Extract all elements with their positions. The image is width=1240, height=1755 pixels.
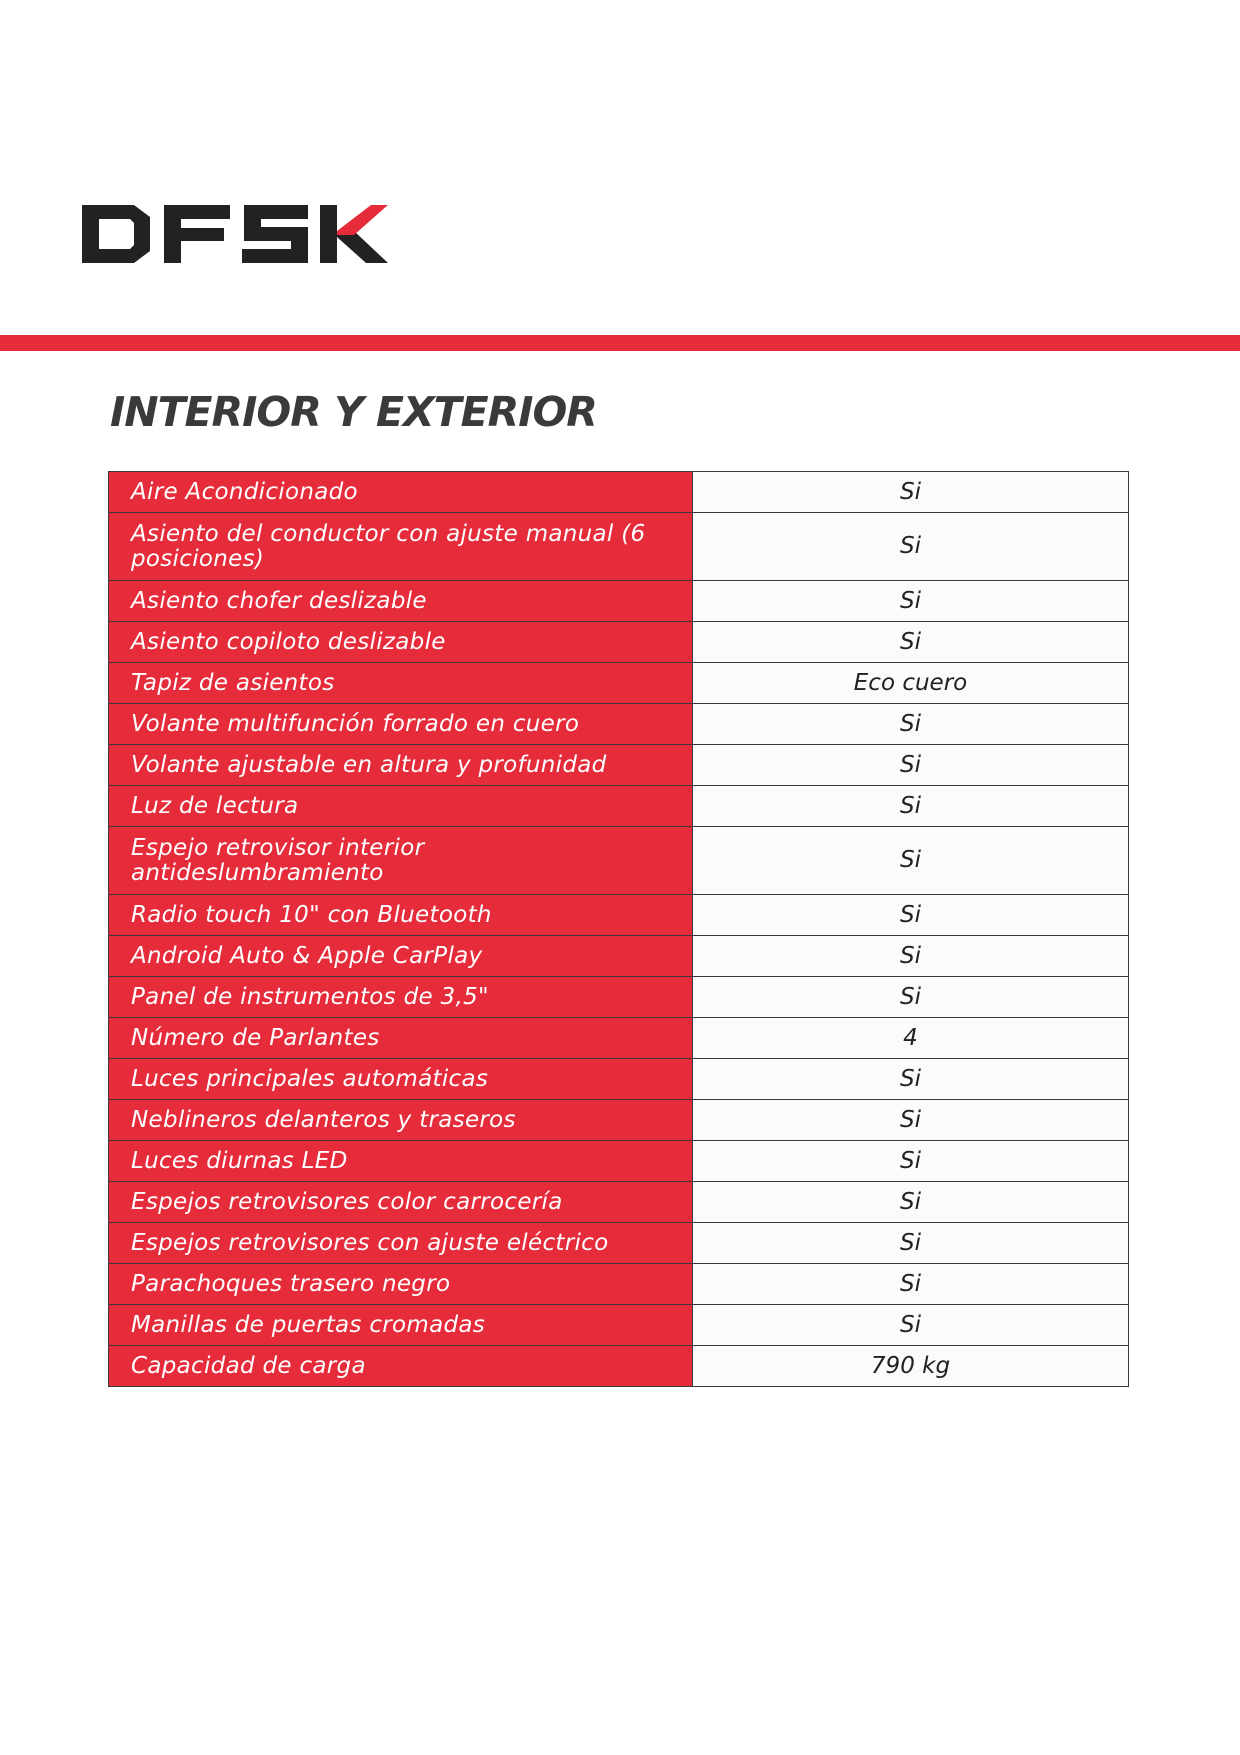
table-row bbox=[109, 895, 1129, 936]
feature-value: 790 kg bbox=[693, 1346, 1129, 1387]
dfsk-logo bbox=[82, 205, 388, 263]
table-row bbox=[109, 581, 1129, 622]
feature-label: Espejo retrovisor interior antideslumbramiento bbox=[109, 827, 693, 895]
feature-value: Si bbox=[693, 1182, 1129, 1223]
feature-value: Si bbox=[693, 977, 1129, 1018]
feature-label: Espejos retrovisores con ajuste eléctrico bbox=[109, 1223, 693, 1264]
table-row bbox=[109, 1305, 1129, 1346]
feature-label: Asiento del conductor con ajuste manual (6 posiciones) bbox=[109, 513, 693, 581]
section-title: INTERIOR Y EXTERIOR bbox=[110, 388, 597, 436]
feature-value: Si bbox=[693, 827, 1129, 895]
table-row bbox=[109, 704, 1129, 745]
table-row bbox=[109, 1264, 1129, 1305]
header-red-bar bbox=[0, 335, 1240, 351]
feature-label: Aire Acondicionado bbox=[109, 472, 693, 513]
feature-value: Si bbox=[693, 745, 1129, 786]
feature-label: Capacidad de carga bbox=[109, 1346, 693, 1387]
table-row bbox=[109, 1059, 1129, 1100]
feature-value: Si bbox=[693, 1223, 1129, 1264]
feature-value: Si bbox=[693, 704, 1129, 745]
feature-label: Asiento chofer deslizable bbox=[109, 581, 693, 622]
feature-value: 4 bbox=[693, 1018, 1129, 1059]
feature-label: Radio touch 10" con Bluetooth bbox=[109, 895, 693, 936]
feature-label: Manillas de puertas cromadas bbox=[109, 1305, 693, 1346]
feature-label: Volante multifunción forrado en cuero bbox=[109, 704, 693, 745]
feature-label: Asiento copiloto deslizable bbox=[109, 622, 693, 663]
feature-label: Neblineros delanteros y traseros bbox=[109, 1100, 693, 1141]
table-row bbox=[109, 977, 1129, 1018]
feature-value: Si bbox=[693, 622, 1129, 663]
feature-label: Volante ajustable en altura y profunidad bbox=[109, 745, 693, 786]
table-row bbox=[109, 1018, 1129, 1059]
feature-value: Si bbox=[693, 895, 1129, 936]
feature-label: Luces principales automáticas bbox=[109, 1059, 693, 1100]
feature-value: Si bbox=[693, 581, 1129, 622]
feature-value: Si bbox=[693, 1305, 1129, 1346]
feature-value: Si bbox=[693, 936, 1129, 977]
feature-value: Si bbox=[693, 1059, 1129, 1100]
feature-value: Si bbox=[693, 1264, 1129, 1305]
table-row bbox=[109, 745, 1129, 786]
table-row bbox=[109, 1100, 1129, 1141]
table-row bbox=[109, 827, 1129, 895]
table-row bbox=[109, 1182, 1129, 1223]
table-row bbox=[109, 1141, 1129, 1182]
feature-value: Si bbox=[693, 786, 1129, 827]
feature-value: Si bbox=[693, 1141, 1129, 1182]
table-row bbox=[109, 663, 1129, 704]
table-row bbox=[109, 513, 1129, 581]
dfsk-logo-mark bbox=[82, 205, 388, 263]
feature-label: Tapiz de asientos bbox=[109, 663, 693, 704]
feature-label: Luces diurnas LED bbox=[109, 1141, 693, 1182]
table-row bbox=[109, 1346, 1129, 1387]
feature-label: Panel de instrumentos de 3,5" bbox=[109, 977, 693, 1018]
feature-label: Parachoques trasero negro bbox=[109, 1264, 693, 1305]
table-row bbox=[109, 1223, 1129, 1264]
feature-label: Espejos retrovisores color carrocería bbox=[109, 1182, 693, 1223]
table-row bbox=[109, 472, 1129, 513]
feature-value: Si bbox=[693, 513, 1129, 581]
spec-table bbox=[108, 471, 1129, 1387]
table-row bbox=[109, 786, 1129, 827]
table-row bbox=[109, 936, 1129, 977]
feature-value: Si bbox=[693, 472, 1129, 513]
feature-label: Número de Parlantes bbox=[109, 1018, 693, 1059]
table-row bbox=[109, 622, 1129, 663]
feature-value: Eco cuero bbox=[693, 663, 1129, 704]
feature-label: Android Auto & Apple CarPlay bbox=[109, 936, 693, 977]
feature-label: Luz de lectura bbox=[109, 786, 693, 827]
feature-value: Si bbox=[693, 1100, 1129, 1141]
